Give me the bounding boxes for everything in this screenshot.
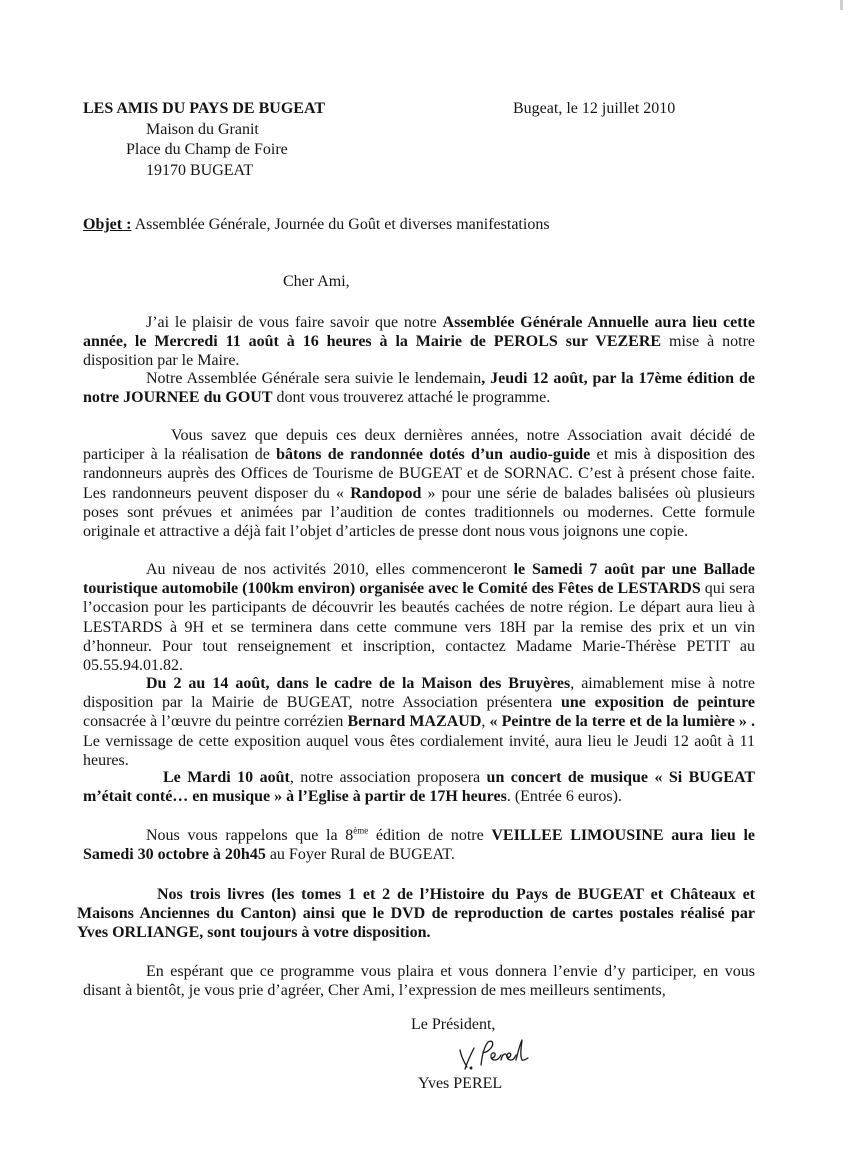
subject-label: Objet :	[83, 216, 132, 233]
signatory-name: Yves PEREL	[418, 1075, 503, 1092]
paragraph-journee-gout: Notre Assemblée Générale sera suivie le lendemain, Jeudi 12 août, par la 17ème édition de notre JOURNEE du GOUT dont vous trouverez attaché le programme.	[83, 370, 756, 407]
paragraph-randopod: Vous savez que depuis ces deux dernières années, notre Association avait décidé de participer à la réalisation de bâtons de randonnée dotés d’un audio-guide et mis à disposition des randonneurs auprès des Offices de Tourisme de BUGEAT et de SORNAC. C’est à présent chose faite. Les randonneurs peuvent disposer du « Randopod » pour une série de balades balisées où plusieurs poses sont prévues et animées par l’audition de contes traditionnels ou modernes. Cette formule originale et attractive a déjà fait l’objet d’articles de presse dont nous vous joignons une copie.	[83, 427, 756, 541]
subject-line	[83, 215, 763, 234]
paragraph-closing: En espérant que ce programme vous plaira et vous donnera l’envie d’y participer, en vous disant à bientôt, je vous prie d’agréer, Cher Ami, l’expression de mes meilleurs sentiments,	[83, 963, 755, 1000]
scan-edge-mark	[836, 0, 843, 10]
paragraph-concert: Le Mardi 10 août, notre association proposera un concert de musique « Si BUGEAT m’était conté… en musique » à l’Eglise à partir de 17H heures. (Entrée 6 euros).	[83, 769, 756, 806]
subject-text: Assemblée Générale, Journée du Goût et diverses manifestations	[134, 216, 550, 233]
paragraph-ballade: Au niveau de nos activités 2010, elles commenceront le Samedi 7 août par une Ballade touristique automobile (100km environ) organisée avec le Comité des Fêtes de LESTARDS qui sera l’occasion pour les participants de découvrir les beautés cachées de notre région. Le départ aura lieu à LESTARDS à 9H et se terminera dans cette commune vers 18H par la remise des prix et un vin d’honneur. Pour tout renseignement et inscription, contactez Madame Marie-Thérèse PETIT au 05.55.94.01.82.	[83, 561, 756, 675]
signatory-title: Le Président,	[411, 1016, 496, 1033]
place-date: Bugeat, le 12 juillet 2010	[513, 100, 676, 117]
handwritten-signature	[448, 1036, 538, 1072]
paragraph-livres: Nos trois livres (les tomes 1 et 2 de l’Histoire du Pays de BUGEAT et Châteaux et Maisons Anciennes du Canton) ainsi que le DVD de reproduction de cartes postales réalisé par Yves ORLIANGE, sont toujours à votre disposition.	[77, 886, 755, 942]
sender-address-block	[83, 99, 383, 181]
address-line: Maison du Granit	[146, 120, 259, 138]
org-name: LES AMIS DU PAYS DE BUGEAT	[83, 100, 325, 117]
paragraph-exposition: Du 2 au 14 août, dans le cadre de la Maison des Bruyères, aimablement mise à notre disposition par la Mairie de BUGEAT, notre Association présentera une exposition de peinture consacrée à l’œuvre du peintre corrézien Bernard MAZAUD, « Peintre de la terre et de la lumière » . Le vernissage de cette exposition auquel vous êtes cordialement invité, aura lieu le Jeudi 12 août à 11 heures.	[83, 675, 756, 769]
paragraph-assemblee: J’ai le plaisir de vous faire savoir que notre Assemblée Générale Annuelle aura lieu cette année, le Mercredi 11 août à 16 heures à la Mairie de PEROLS sur VEZERE mise à notre disposition par le Maire.	[83, 314, 756, 370]
address-line: 19170 BUGEAT	[146, 161, 254, 179]
address-line: Place du Champ de Foire	[126, 141, 288, 158]
paragraph-veillee: Nous vous rappelons que la 8ème édition de notre VEILLEE LIMOUSINE aura lieu le Samedi 30 octobre à 20h45 au Foyer Rural de BUGEAT.	[83, 825, 756, 864]
salutation: Cher Ami,	[283, 273, 350, 290]
